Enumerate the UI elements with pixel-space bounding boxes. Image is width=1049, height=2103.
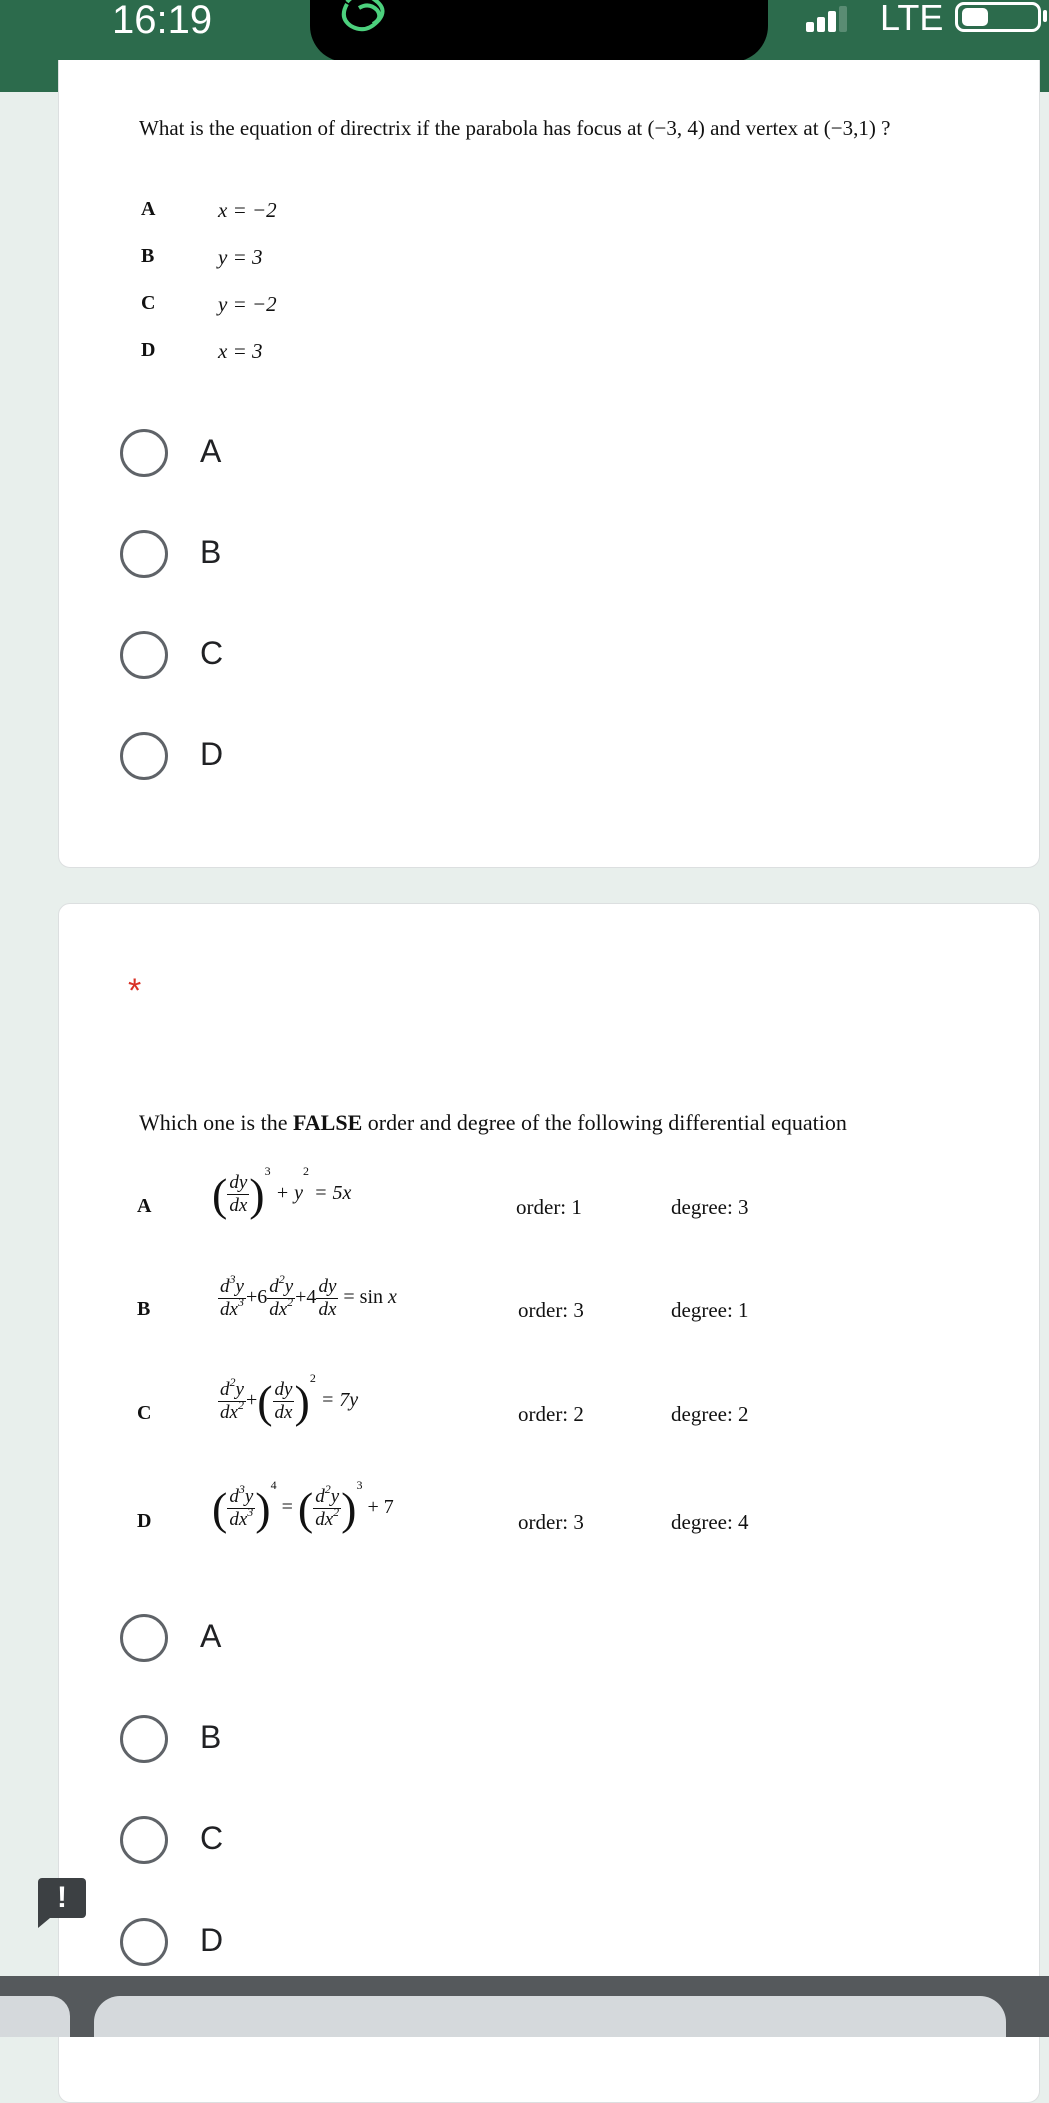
q1-option-letter: B: [141, 245, 155, 267]
q1-option-expr: x = −2: [218, 198, 277, 222]
q1-option-letter: C: [141, 292, 156, 314]
network-type: LTE: [880, 0, 944, 38]
radio-label: D: [200, 736, 224, 772]
radio-label: C: [200, 635, 224, 671]
q2-order: order: 3: [518, 1510, 584, 1534]
required-asterisk: *: [128, 972, 142, 1010]
radio-circle[interactable]: [120, 631, 168, 679]
alert-icon-tail: [38, 1918, 50, 1928]
bottom-tab-main[interactable]: [94, 1996, 1006, 2037]
q2-order: order: 2: [518, 1402, 584, 1426]
radio-label: C: [200, 1820, 224, 1856]
q2-row-letter: A: [137, 1195, 152, 1217]
radio-circle[interactable]: [120, 530, 168, 578]
status-time: 16:19: [112, 0, 213, 42]
q2-equation-a: ( $\frac{dy}{dx}$ )$^3 + y^2 = 5x$: [212, 1164, 352, 1220]
q2-degree: degree: 3: [671, 1195, 749, 1219]
app-activity-icon: [335, 0, 405, 34]
q2-order: order: 3: [518, 1298, 584, 1322]
radio-label: D: [200, 1922, 224, 1958]
radio-label: B: [200, 1719, 222, 1755]
q2-degree: degree: 1: [671, 1298, 749, 1322]
radio-circle[interactable]: [120, 1918, 168, 1966]
q1-option-expr: x = 3: [218, 339, 263, 363]
radio-circle[interactable]: [120, 732, 168, 780]
radio-label: B: [200, 534, 222, 570]
bottom-tab-left[interactable]: [0, 1996, 70, 2037]
q2-row-letter: C: [137, 1402, 152, 1424]
dynamic-island: [310, 0, 768, 62]
q2-order: order: 1: [516, 1195, 582, 1219]
radio-circle[interactable]: [120, 1816, 168, 1864]
q2-degree: degree: 2: [671, 1402, 749, 1426]
q1-option-letter: A: [141, 198, 156, 220]
q1-option-letter: D: [141, 339, 156, 361]
radio-label: A: [200, 433, 222, 469]
q1-option-expr: y = −2: [218, 292, 277, 316]
alert-icon[interactable]: !: [38, 1878, 86, 1918]
q1-option-expr: y = 3: [218, 245, 263, 269]
battery-tip: [1043, 10, 1047, 22]
q2-equation-c: $\frac{d^2y}{dx^2}$ +( $\frac{dy}{dx}$ )$^2$ = 7y: [220, 1371, 359, 1427]
question-1-text: What is the equation of directrix if the parabola has focus at (−3, 4) and vertex at (−3,1) ?: [139, 116, 891, 140]
signal-icon: [806, 6, 848, 32]
q2-row-letter: D: [137, 1510, 152, 1532]
question-2-text: Which one is the FALSE order and degree of the following differential equation: [139, 1110, 847, 1135]
radio-circle[interactable]: [120, 1715, 168, 1763]
q2-degree: degree: 4: [671, 1510, 749, 1534]
battery-icon: [955, 2, 1041, 32]
radio-label: A: [200, 1618, 222, 1654]
q2-equation-b: $\frac{d^3y}{dx^3}$ +6 $\frac{d^2y}{dx^2}$ +4 $\frac{dy}{dx}$ = sin x: [220, 1272, 397, 1320]
radio-circle[interactable]: [120, 429, 168, 477]
q2-row-letter: B: [137, 1298, 151, 1320]
q2-equation-d: ( $\frac{d^3y}{dx^3}$ )$^4$ = ( $\frac{d^2y}{dx^2}$ )$^3$ + 7: [212, 1478, 394, 1534]
radio-circle[interactable]: [120, 1614, 168, 1662]
